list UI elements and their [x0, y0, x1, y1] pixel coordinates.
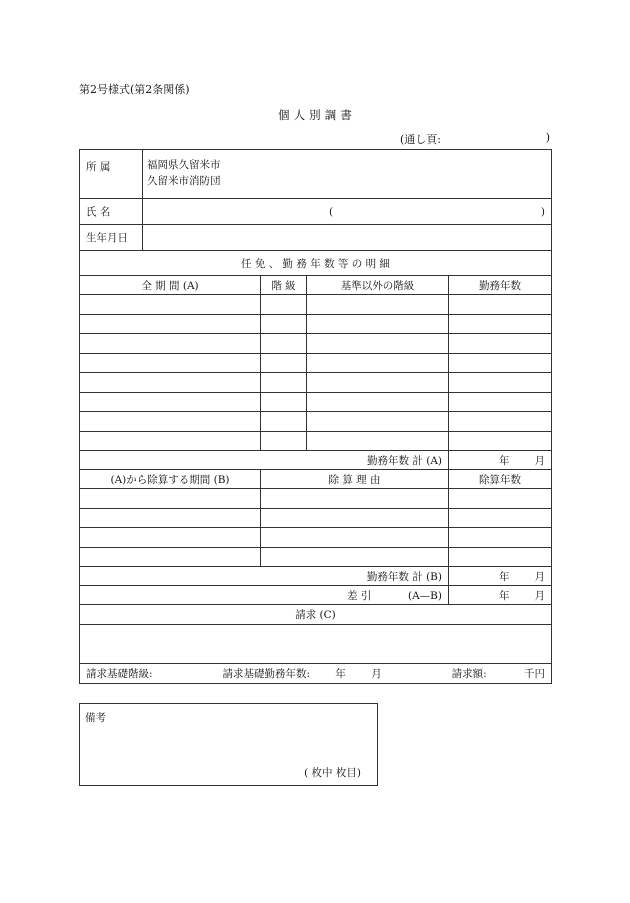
difference-label — [80, 586, 449, 605]
claim-field[interactable] — [80, 625, 552, 664]
total-b-value[interactable]: 年 月 — [449, 567, 552, 586]
header-full-period: 全 期 間 (A) — [80, 276, 261, 295]
affiliation-label: 所 属 — [80, 150, 143, 199]
section-title: 任 免 、 勤 務 年 数 等 の 明 細 — [80, 251, 552, 276]
claim-basis-years[interactable]: 請求基礎勤務年数: 年 月 — [222, 668, 382, 680]
affiliation-line-1: 福岡県久留米市 — [147, 159, 221, 171]
period-row — [80, 353, 552, 373]
total-a-value[interactable]: 年 月 — [449, 451, 552, 470]
deduction-row — [80, 547, 552, 567]
birthdate-label: 生年月日 — [80, 225, 143, 251]
deduction-row — [80, 508, 552, 528]
period-row — [80, 412, 552, 432]
header-deduction-years: 除算年数 — [449, 470, 552, 489]
period-row — [80, 314, 552, 334]
period-row — [80, 373, 552, 393]
sheet-count: ( 枚中 枚目) — [304, 767, 361, 779]
difference-formula: (A—B) — [408, 589, 442, 602]
difference-text: 差 引 — [346, 589, 372, 602]
header-nonstandard-rank: 基準以外の階級 — [307, 276, 449, 295]
remarks-box[interactable] — [79, 703, 378, 786]
period-row — [80, 431, 552, 451]
form-number-label: 第2号様式(第2条関係) — [79, 83, 190, 96]
page-number-close: ) — [545, 131, 550, 144]
name-paren-open: ( — [329, 205, 334, 218]
affiliation-field[interactable] — [143, 150, 552, 199]
page-number-label: (通し頁: — [400, 133, 441, 146]
period-row — [80, 295, 552, 315]
claim-label: 請求 (C) — [80, 605, 552, 625]
header-deduction-reason: 除 算 理 由 — [261, 470, 449, 489]
total-a-label: 勤務年数 計 (A) — [80, 451, 449, 470]
remarks-label: 備考 — [85, 712, 106, 724]
period-row — [80, 334, 552, 354]
period-row — [80, 392, 552, 412]
document-title: 個 人 別 調 書 — [278, 108, 352, 122]
birthdate-field[interactable] — [143, 225, 552, 251]
claim-amount[interactable]: 請求額: 千円 — [451, 668, 545, 680]
name-paren-close: ) — [540, 205, 545, 218]
deduction-row — [80, 528, 552, 548]
personal-record-form — [79, 149, 552, 684]
header-deduction-period: (A)から除算する期間 (B) — [80, 470, 261, 489]
deduction-row — [80, 489, 552, 509]
claim-basis-rank[interactable]: 請求基礎階級: — [86, 668, 153, 680]
affiliation-line-2: 久留米市消防団 — [147, 175, 221, 187]
name-field[interactable] — [143, 199, 552, 225]
header-rank: 階 級 — [261, 276, 307, 295]
total-b-label: 勤務年数 計 (B) — [80, 567, 449, 586]
claim-basis-row — [80, 664, 552, 684]
difference-value[interactable]: 年 月 — [449, 586, 552, 605]
header-service-years: 勤務年数 — [449, 276, 552, 295]
name-label: 氏 名 — [80, 199, 143, 225]
